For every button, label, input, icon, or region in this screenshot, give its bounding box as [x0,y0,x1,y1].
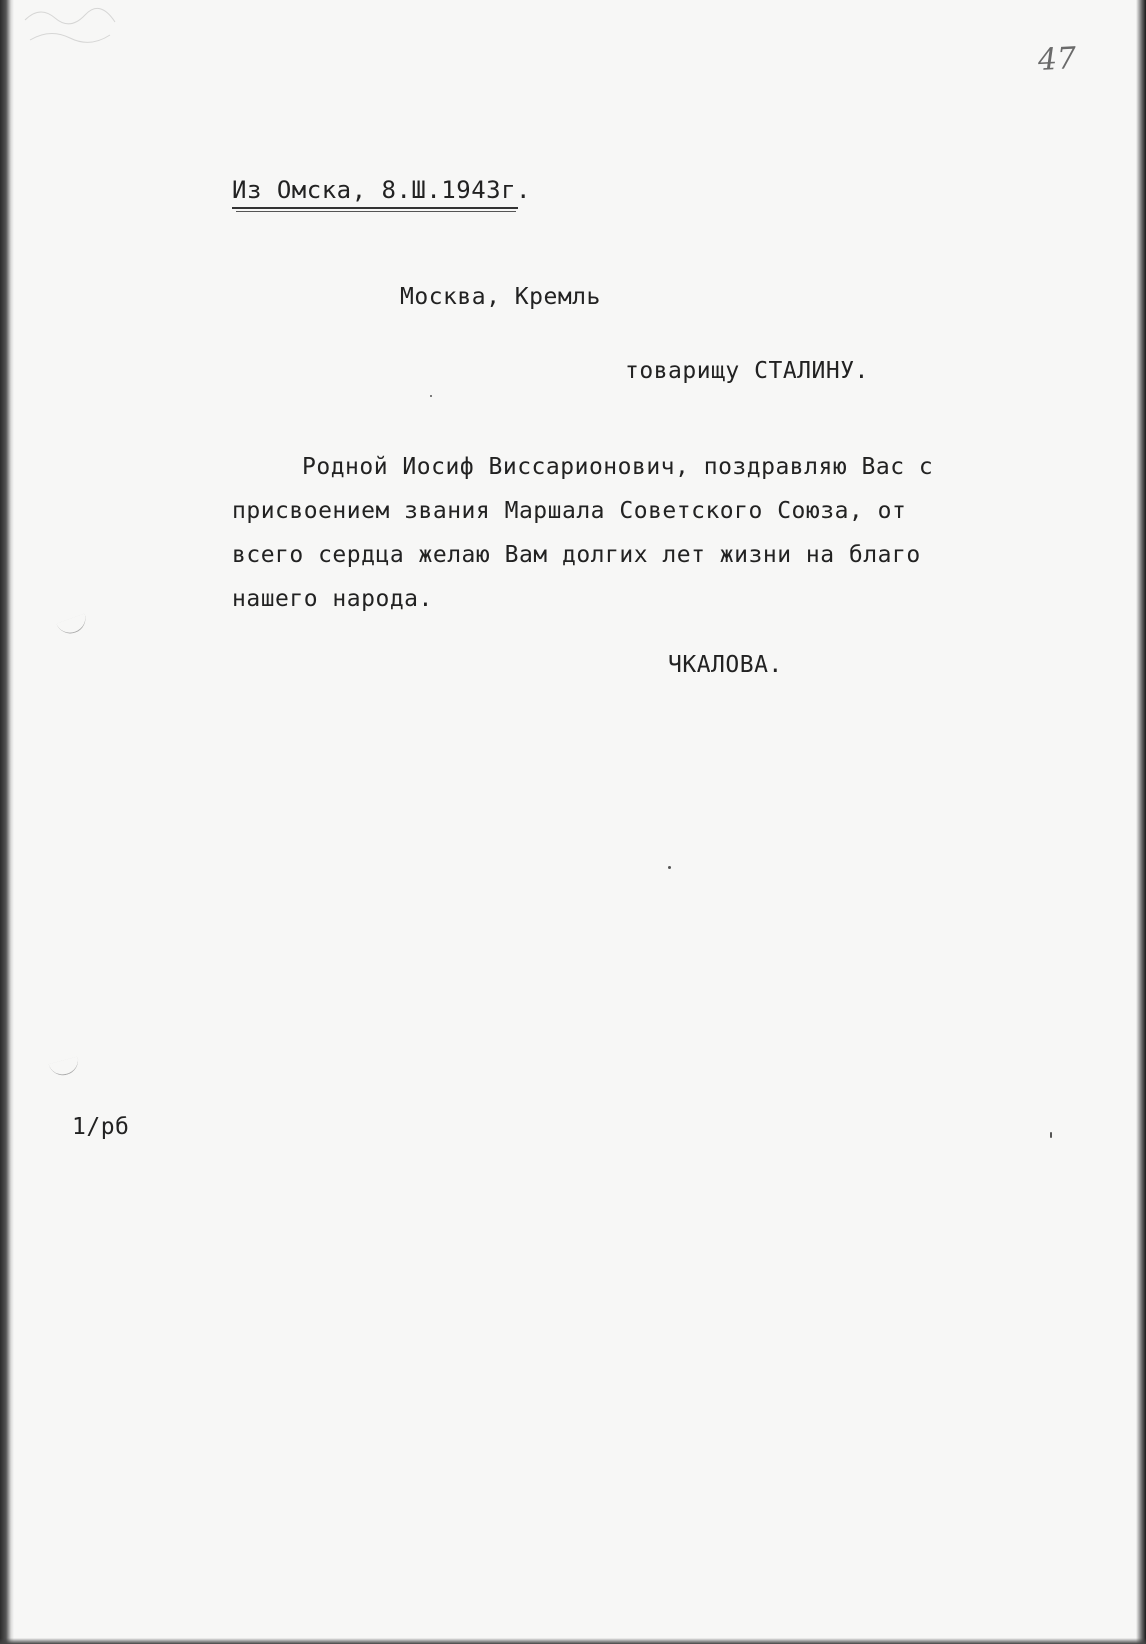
signature: ЧКАЛОВА. [668,652,783,678]
paper-speck [430,395,432,397]
body-line-4: нашего народа. [232,586,433,612]
recipient-line: товарищу СТАЛИНУ. [625,358,869,384]
faint-corner-marks [20,0,140,60]
paper-crease-mark [56,613,89,637]
scan-left-edge [0,0,14,1644]
paper-crease-mark [49,1056,82,1078]
origin-date-line: Из Омска, 8.Ш.1943г. [232,176,531,204]
origin-underline [232,207,518,209]
scan-right-edge [1136,0,1146,1644]
message-body [232,445,933,621]
body-line-2: присвоением звания Маршала Советского Союза, от [232,498,907,524]
scan-bottom-edge [0,1638,1146,1644]
body-line-3: всего сердца желаю Вам долгих лет жизни на благо [232,542,921,568]
reference-code: 1/рб [72,1114,130,1140]
origin-underline-second [236,211,516,212]
body-line-1: Родной Иосиф Виссарионович, поздравляю Вас с [302,454,934,480]
paper-speck [1050,1132,1052,1138]
address-line: Москва, Кремль [400,284,601,310]
handwritten-page-number: 47 [1037,41,1078,78]
paper-speck [668,866,671,869]
